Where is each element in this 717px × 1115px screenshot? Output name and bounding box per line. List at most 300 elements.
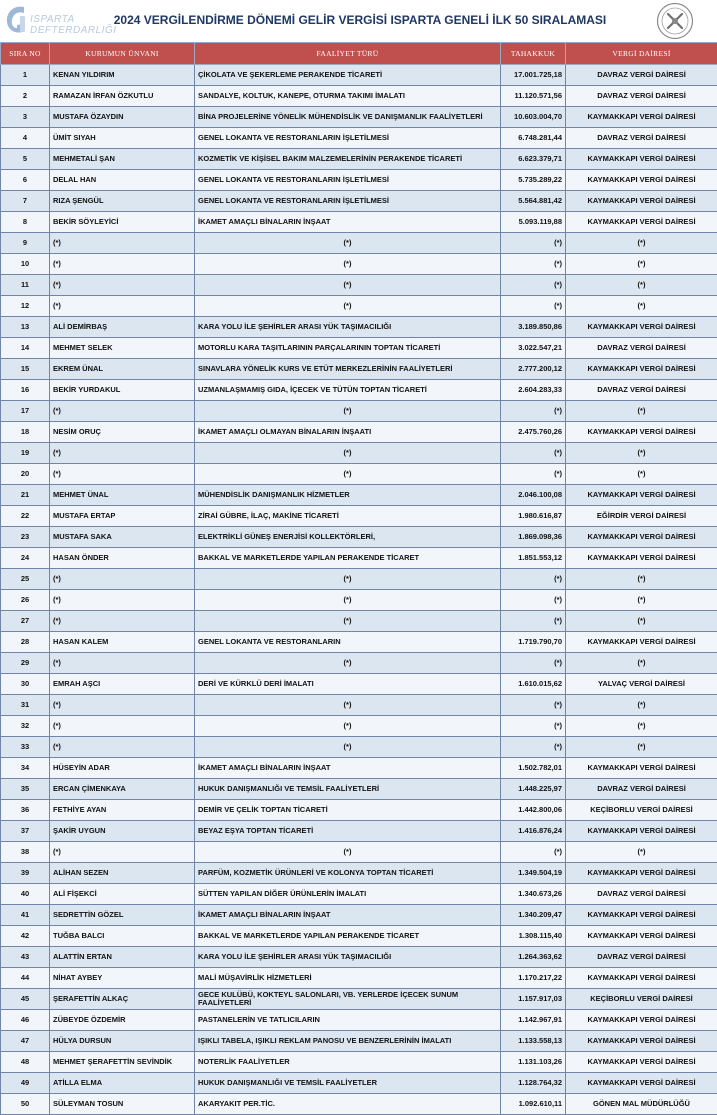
cell-sira-no: 41 (1, 905, 50, 926)
cell-kurum-unvani: (*) (50, 611, 195, 632)
cell-tahakkuk: (*) (501, 716, 566, 737)
cell-vergi-dairesi: DAVRAZ VERGİ DAİRESİ (566, 380, 717, 401)
cell-tahakkuk: 1.157.917,03 (501, 989, 566, 1010)
cell-kurum-unvani: SEDRETTİN GÖZEL (50, 905, 195, 926)
cell-kurum-unvani: BEKİR YURDAKUL (50, 380, 195, 401)
cell-vergi-dairesi: KAYMAKKAPI VERGİ DAİRESİ (566, 548, 717, 569)
cell-tahakkuk: 2.475.760,26 (501, 422, 566, 443)
cell-kurum-unvani: ALATTİN ERTAN (50, 947, 195, 968)
cell-tahakkuk: (*) (501, 653, 566, 674)
cell-tahakkuk: 1.340.673,26 (501, 884, 566, 905)
cell-kurum-unvani: HASAN KALEM (50, 632, 195, 653)
cell-kurum-unvani: SÜLEYMAN TOSUN (50, 1094, 195, 1115)
cell-faaliyet-turu: SÜTTEN YAPILAN DİĞER ÜRÜNLERİN İMALATI (195, 884, 501, 905)
cell-sira-no: 38 (1, 842, 50, 863)
cell-vergi-dairesi: KAYMAKKAPI VERGİ DAİRESİ (566, 359, 717, 380)
cell-faaliyet-turu: (*) (195, 569, 501, 590)
cell-tahakkuk: (*) (501, 611, 566, 632)
table-row (1, 464, 717, 485)
gib-logo-icon (4, 4, 32, 36)
cell-sira-no: 32 (1, 716, 50, 737)
cell-vergi-dairesi: KAYMAKKAPI VERGİ DAİRESİ (566, 149, 717, 170)
cell-kurum-unvani: HÜLYA DURSUN (50, 1031, 195, 1052)
cell-sira-no: 30 (1, 674, 50, 695)
cell-tahakkuk: 5.564.881,42 (501, 191, 566, 212)
cell-faaliyet-turu: NOTERLİK FAALİYETLER (195, 1052, 501, 1073)
cell-sira-no: 33 (1, 737, 50, 758)
cell-tahakkuk: 1.349.504,19 (501, 863, 566, 884)
cell-kurum-unvani: ATİLLA ELMA (50, 1073, 195, 1094)
cell-tahakkuk: 1.442.800,06 (501, 800, 566, 821)
cell-tahakkuk: 3.189.850,86 (501, 317, 566, 338)
cell-kurum-unvani: (*) (50, 254, 195, 275)
table-row (1, 884, 717, 905)
cell-sira-no: 3 (1, 107, 50, 128)
table-row (1, 485, 717, 506)
cell-faaliyet-turu: (*) (195, 443, 501, 464)
cell-tahakkuk: 6.623.379,71 (501, 149, 566, 170)
cell-tahakkuk: 11.120.571,56 (501, 86, 566, 107)
page-header (0, 0, 717, 42)
table-row (1, 506, 717, 527)
cell-vergi-dairesi: KAYMAKKAPI VERGİ DAİRESİ (566, 1052, 717, 1073)
table-row (1, 632, 717, 653)
cell-tahakkuk: (*) (501, 590, 566, 611)
cell-sira-no: 17 (1, 401, 50, 422)
cell-faaliyet-turu: (*) (195, 611, 501, 632)
cell-faaliyet-turu: IŞIKLI TABELA, IŞIKLI REKLAM PANOSU VE BENZERLERİNİN İMALATI (195, 1031, 501, 1052)
table-row (1, 128, 717, 149)
cell-vergi-dairesi: KAYMAKKAPI VERGİ DAİRESİ (566, 821, 717, 842)
cell-kurum-unvani: (*) (50, 443, 195, 464)
table-row (1, 317, 717, 338)
cell-sira-no: 18 (1, 422, 50, 443)
cell-sira-no: 25 (1, 569, 50, 590)
cell-kurum-unvani: MUSTAFA ÖZAYDIN (50, 107, 195, 128)
cell-sira-no: 36 (1, 800, 50, 821)
table-row (1, 674, 717, 695)
table-row (1, 737, 717, 758)
cell-tahakkuk: 1.448.225,97 (501, 779, 566, 800)
cell-sira-no: 12 (1, 296, 50, 317)
cell-sira-no: 28 (1, 632, 50, 653)
cell-vergi-dairesi: (*) (566, 296, 717, 317)
table-row (1, 338, 717, 359)
cell-faaliyet-turu: GENEL LOKANTA VE RESTORANLARIN İŞLETİLMESİ (195, 170, 501, 191)
cell-vergi-dairesi: KAYMAKKAPI VERGİ DAİRESİ (566, 632, 717, 653)
cell-kurum-unvani: EKREM ÜNAL (50, 359, 195, 380)
cell-tahakkuk: 1.128.764,32 (501, 1073, 566, 1094)
table-row (1, 548, 717, 569)
cell-vergi-dairesi: (*) (566, 569, 717, 590)
table-row (1, 821, 717, 842)
cell-tahakkuk: 1.131.103,26 (501, 1052, 566, 1073)
cell-vergi-dairesi: KEÇİBORLU VERGİ DAİRESİ (566, 800, 717, 821)
cell-sira-no: 39 (1, 863, 50, 884)
cell-tahakkuk: (*) (501, 443, 566, 464)
cell-kurum-unvani: NİHAT AYBEY (50, 968, 195, 989)
cell-sira-no: 10 (1, 254, 50, 275)
cell-sira-no: 37 (1, 821, 50, 842)
cell-tahakkuk: 1.980.616,87 (501, 506, 566, 527)
cell-faaliyet-turu: MALİ MÜŞAVİRLİK HİZMETLERİ (195, 968, 501, 989)
cell-sira-no: 22 (1, 506, 50, 527)
cell-vergi-dairesi: KAYMAKKAPI VERGİ DAİRESİ (566, 1031, 717, 1052)
cell-tahakkuk: 1.610.015,62 (501, 674, 566, 695)
cell-vergi-dairesi: (*) (566, 464, 717, 485)
table-row (1, 359, 717, 380)
cell-sira-no: 26 (1, 590, 50, 611)
cell-faaliyet-turu: (*) (195, 590, 501, 611)
table-row (1, 926, 717, 947)
logo-text-line2: DEFTERDARLIĞI (30, 25, 117, 36)
cell-kurum-unvani: MUSTAFA SAKA (50, 527, 195, 548)
cell-vergi-dairesi: KAYMAKKAPI VERGİ DAİRESİ (566, 863, 717, 884)
table-row (1, 1031, 717, 1052)
cell-kurum-unvani: (*) (50, 296, 195, 317)
table-row (1, 170, 717, 191)
cell-vergi-dairesi: (*) (566, 737, 717, 758)
ministry-emblem-icon (656, 2, 694, 40)
cell-faaliyet-turu: İKAMET AMAÇLI BİNALARIN İNŞAAT (195, 905, 501, 926)
cell-tahakkuk: 5.735.289,22 (501, 170, 566, 191)
cell-kurum-unvani: (*) (50, 695, 195, 716)
cell-vergi-dairesi: KAYMAKKAPI VERGİ DAİRESİ (566, 317, 717, 338)
cell-vergi-dairesi: KAYMAKKAPI VERGİ DAİRESİ (566, 758, 717, 779)
cell-kurum-unvani: ŞAKİR UYGUN (50, 821, 195, 842)
cell-kurum-unvani: (*) (50, 716, 195, 737)
cell-vergi-dairesi: (*) (566, 653, 717, 674)
cell-faaliyet-turu: MOTORLU KARA TAŞITLARININ PARÇALARININ TOPTAN TİCARETİ (195, 338, 501, 359)
cell-tahakkuk: 1.308.115,40 (501, 926, 566, 947)
cell-vergi-dairesi: (*) (566, 842, 717, 863)
cell-kurum-unvani: MUSTAFA ERTAP (50, 506, 195, 527)
table-row (1, 1073, 717, 1094)
cell-tahakkuk: 1.133.558,13 (501, 1031, 566, 1052)
table-row (1, 569, 717, 590)
cell-tahakkuk: 1.340.209,47 (501, 905, 566, 926)
cell-sira-no: 45 (1, 989, 50, 1010)
cell-tahakkuk: 1.869.098,36 (501, 527, 566, 548)
cell-kurum-unvani: MEHMET ŞERAFETTİN SEVİNDİK (50, 1052, 195, 1073)
cell-faaliyet-turu: (*) (195, 464, 501, 485)
cell-sira-no: 50 (1, 1094, 50, 1115)
cell-faaliyet-turu: İKAMET AMAÇLI BİNALARIN İNŞAAT (195, 212, 501, 233)
cell-sira-no: 47 (1, 1031, 50, 1052)
cell-sira-no: 15 (1, 359, 50, 380)
cell-sira-no: 14 (1, 338, 50, 359)
cell-faaliyet-turu: İKAMET AMAÇLI BİNALARIN İNŞAAT (195, 758, 501, 779)
table-row (1, 716, 717, 737)
cell-tahakkuk: (*) (501, 737, 566, 758)
cell-vergi-dairesi: DAVRAZ VERGİ DAİRESİ (566, 65, 717, 86)
cell-vergi-dairesi: (*) (566, 695, 717, 716)
col-header-faaliyet-turu: FAALİYET TÜRÜ (195, 43, 501, 65)
cell-kurum-unvani: (*) (50, 737, 195, 758)
cell-kurum-unvani: MEHMET SELEK (50, 338, 195, 359)
cell-vergi-dairesi: DAVRAZ VERGİ DAİRESİ (566, 128, 717, 149)
cell-sira-no: 29 (1, 653, 50, 674)
table-row (1, 779, 717, 800)
cell-faaliyet-turu: (*) (195, 275, 501, 296)
cell-tahakkuk: 2.777.200,12 (501, 359, 566, 380)
col-header-vergi-dairesi: VERGİ DAİRESİ (566, 43, 717, 65)
cell-faaliyet-turu: SINAVLARA YÖNELİK KURS VE ETÜT MERKEZLERİNİN FAALİYETLERİ (195, 359, 501, 380)
cell-sira-no: 40 (1, 884, 50, 905)
cell-kurum-unvani: (*) (50, 233, 195, 254)
table-row (1, 233, 717, 254)
cell-faaliyet-turu: (*) (195, 653, 501, 674)
cell-kurum-unvani: NESİM ORUÇ (50, 422, 195, 443)
table-row (1, 86, 717, 107)
cell-faaliyet-turu: GENEL LOKANTA VE RESTORANLARIN İŞLETİLMESİ (195, 128, 501, 149)
cell-faaliyet-turu: İKAMET AMAÇLI OLMAYAN BİNALARIN İNŞAATI (195, 422, 501, 443)
cell-faaliyet-turu: (*) (195, 716, 501, 737)
cell-tahakkuk: 10.603.004,70 (501, 107, 566, 128)
table-row (1, 968, 717, 989)
table-row (1, 191, 717, 212)
table-row (1, 989, 717, 1010)
table-body (1, 65, 717, 1115)
table-row (1, 443, 717, 464)
cell-tahakkuk: (*) (501, 275, 566, 296)
defterdarlik-logo (4, 4, 104, 38)
cell-faaliyet-turu: KOZMETİK VE KİŞİSEL BAKIM MALZEMELERİNİN PERAKENDE TİCARETİ (195, 149, 501, 170)
table-row (1, 905, 717, 926)
table-row (1, 149, 717, 170)
cell-faaliyet-turu: (*) (195, 842, 501, 863)
cell-faaliyet-turu: MÜHENDİSLİK DANIŞMANLIK HİZMETLER (195, 485, 501, 506)
cell-kurum-unvani: ZÜBEYDE ÖZDEMİR (50, 1010, 195, 1031)
cell-faaliyet-turu: ELEKTRİKLİ GÜNEŞ ENERJİSİ KOLLEKTÖRLERİ, (195, 527, 501, 548)
cell-vergi-dairesi: KAYMAKKAPI VERGİ DAİRESİ (566, 212, 717, 233)
cell-kurum-unvani: DELAL HAN (50, 170, 195, 191)
cell-kurum-unvani: ALİ DEMİRBAŞ (50, 317, 195, 338)
cell-tahakkuk: 1.416.876,24 (501, 821, 566, 842)
cell-sira-no: 2 (1, 86, 50, 107)
cell-faaliyet-turu: (*) (195, 254, 501, 275)
cell-sira-no: 19 (1, 443, 50, 464)
table-row (1, 254, 717, 275)
cell-vergi-dairesi: (*) (566, 401, 717, 422)
cell-sira-no: 11 (1, 275, 50, 296)
cell-tahakkuk: 2.604.283,33 (501, 380, 566, 401)
cell-sira-no: 44 (1, 968, 50, 989)
cell-vergi-dairesi: KAYMAKKAPI VERGİ DAİRESİ (566, 1010, 717, 1031)
cell-faaliyet-turu: (*) (195, 401, 501, 422)
cell-kurum-unvani: ERCAN ÇİMENKAYA (50, 779, 195, 800)
table-row (1, 842, 717, 863)
cell-faaliyet-turu: BAKKAL VE MARKETLERDE YAPILAN PERAKENDE TİCARET (195, 926, 501, 947)
cell-vergi-dairesi: KAYMAKKAPI VERGİ DAİRESİ (566, 170, 717, 191)
cell-tahakkuk: 1.170.217,22 (501, 968, 566, 989)
table-row (1, 527, 717, 548)
cell-kurum-unvani: BEKİR SÖYLEYİCİ (50, 212, 195, 233)
cell-sira-no: 46 (1, 1010, 50, 1031)
cell-vergi-dairesi: KEÇİBORLU VERGİ DAİRESİ (566, 989, 717, 1010)
cell-vergi-dairesi: DAVRAZ VERGİ DAİRESİ (566, 779, 717, 800)
cell-kurum-unvani: KENAN YILDIRIM (50, 65, 195, 86)
table-row (1, 380, 717, 401)
cell-sira-no: 49 (1, 1073, 50, 1094)
cell-vergi-dairesi: KAYMAKKAPI VERGİ DAİRESİ (566, 485, 717, 506)
cell-sira-no: 5 (1, 149, 50, 170)
cell-faaliyet-turu: (*) (195, 233, 501, 254)
cell-sira-no: 27 (1, 611, 50, 632)
cell-faaliyet-turu: ZİRAİ GÜBRE, İLAÇ, MAKİNE TİCARETİ (195, 506, 501, 527)
cell-tahakkuk: 2.046.100,08 (501, 485, 566, 506)
cell-sira-no: 31 (1, 695, 50, 716)
table-row (1, 212, 717, 233)
table-row (1, 1010, 717, 1031)
cell-vergi-dairesi: DAVRAZ VERGİ DAİRESİ (566, 86, 717, 107)
cell-kurum-unvani: HASAN ÖNDER (50, 548, 195, 569)
cell-sira-no: 42 (1, 926, 50, 947)
cell-sira-no: 48 (1, 1052, 50, 1073)
cell-kurum-unvani: (*) (50, 464, 195, 485)
cell-tahakkuk: (*) (501, 464, 566, 485)
table-row (1, 296, 717, 317)
cell-kurum-unvani: MEHMETALİ ŞAN (50, 149, 195, 170)
cell-faaliyet-turu: GECE KULÜBÜ, KOKTEYL SALONLARI, VB. YERLERDE İÇECEK SUNUM FAALİYETLERİ (195, 989, 501, 1010)
cell-tahakkuk: (*) (501, 569, 566, 590)
cell-tahakkuk: 1.851.553,12 (501, 548, 566, 569)
cell-kurum-unvani: (*) (50, 653, 195, 674)
col-header-tahakkuk: TAHAKKUK (501, 43, 566, 65)
cell-kurum-unvani: RAMAZAN İRFAN ÖZKUTLU (50, 86, 195, 107)
cell-tahakkuk: 1.719.790,70 (501, 632, 566, 653)
cell-kurum-unvani: (*) (50, 275, 195, 296)
cell-faaliyet-turu: GENEL LOKANTA VE RESTORANLARIN İŞLETİLMESİ (195, 191, 501, 212)
cell-faaliyet-turu: HUKUK DANIŞMANLIĞI VE TEMSİL FAALİYETLERİ (195, 779, 501, 800)
cell-sira-no: 24 (1, 548, 50, 569)
table-row (1, 1052, 717, 1073)
cell-kurum-unvani: ALİ FİŞEKCİ (50, 884, 195, 905)
cell-tahakkuk: (*) (501, 296, 566, 317)
cell-vergi-dairesi: KAYMAKKAPI VERGİ DAİRESİ (566, 107, 717, 128)
cell-sira-no: 16 (1, 380, 50, 401)
cell-vergi-dairesi: KAYMAKKAPI VERGİ DAİRESİ (566, 527, 717, 548)
cell-vergi-dairesi: GÖNEN MAL MÜDÜRLÜĞÜ (566, 1094, 717, 1115)
cell-sira-no: 20 (1, 464, 50, 485)
cell-faaliyet-turu: DERİ VE KÜRKLÜ DERİ İMALATI (195, 674, 501, 695)
table-row (1, 947, 717, 968)
cell-tahakkuk: 6.748.281,44 (501, 128, 566, 149)
table-row (1, 695, 717, 716)
table-row (1, 275, 717, 296)
cell-faaliyet-turu: (*) (195, 737, 501, 758)
cell-sira-no: 35 (1, 779, 50, 800)
cell-tahakkuk: 17.001.725,18 (501, 65, 566, 86)
cell-tahakkuk: 1.142.967,91 (501, 1010, 566, 1031)
cell-faaliyet-turu: BAKKAL VE MARKETLERDE YAPILAN PERAKENDE TİCARET (195, 548, 501, 569)
cell-kurum-unvani: ALİHAN SEZEN (50, 863, 195, 884)
cell-kurum-unvani: TUĞBA BALCI (50, 926, 195, 947)
cell-faaliyet-turu: AKARYAKIT PER.TİC. (195, 1094, 501, 1115)
cell-kurum-unvani: (*) (50, 401, 195, 422)
cell-vergi-dairesi: DAVRAZ VERGİ DAİRESİ (566, 947, 717, 968)
table-row (1, 590, 717, 611)
table-row (1, 611, 717, 632)
cell-faaliyet-turu: UZMANLAŞMAMIŞ GIDA, İÇECEK VE TÜTÜN TOPTAN TİCARETİ (195, 380, 501, 401)
cell-vergi-dairesi: KAYMAKKAPI VERGİ DAİRESİ (566, 1073, 717, 1094)
cell-faaliyet-turu: PARFÜM, KOZMETİK ÜRÜNLERİ VE KOLONYA TOPTAN TİCARETİ (195, 863, 501, 884)
cell-faaliyet-turu: BEYAZ EŞYA TOPTAN TİCARETİ (195, 821, 501, 842)
cell-vergi-dairesi: KAYMAKKAPI VERGİ DAİRESİ (566, 926, 717, 947)
cell-vergi-dairesi: (*) (566, 443, 717, 464)
cell-sira-no: 4 (1, 128, 50, 149)
cell-vergi-dairesi: EĞİRDİR VERGİ DAİRESİ (566, 506, 717, 527)
cell-sira-no: 34 (1, 758, 50, 779)
table-row (1, 422, 717, 443)
cell-faaliyet-turu: (*) (195, 296, 501, 317)
cell-vergi-dairesi: KAYMAKKAPI VERGİ DAİRESİ (566, 191, 717, 212)
page-title: 2024 VERGİLENDİRME DÖNEMİ GELİR VERGİSİ ISPARTA GENELİ İLK 50 SIRALAMASI (100, 13, 620, 27)
col-header-kurum-unvani: KURUMUN ÜNVANI (50, 43, 195, 65)
table-row (1, 401, 717, 422)
cell-vergi-dairesi: YALVAÇ VERGİ DAİRESİ (566, 674, 717, 695)
logo-text-line1: ISPARTA (30, 14, 75, 25)
cell-kurum-unvani: EMRAH AŞCI (50, 674, 195, 695)
cell-sira-no: 23 (1, 527, 50, 548)
cell-faaliyet-turu: KARA YOLU İLE ŞEHİRLER ARASI YÜK TAŞIMACILIĞI (195, 947, 501, 968)
cell-vergi-dairesi: (*) (566, 716, 717, 737)
cell-kurum-unvani: ÜMİT SIYAH (50, 128, 195, 149)
cell-sira-no: 7 (1, 191, 50, 212)
cell-sira-no: 9 (1, 233, 50, 254)
cell-kurum-unvani: HÜSEYİN ADAR (50, 758, 195, 779)
table-row (1, 107, 717, 128)
cell-faaliyet-turu: HUKUK DANIŞMANLIĞI VE TEMSİL FAALİYETLER (195, 1073, 501, 1094)
cell-vergi-dairesi: KAYMAKKAPI VERGİ DAİRESİ (566, 422, 717, 443)
cell-faaliyet-turu: BİNA PROJELERİNE YÖNELİK MÜHENDİSLİK VE DANIŞMANLIK FAALİYETLERİ (195, 107, 501, 128)
cell-vergi-dairesi: DAVRAZ VERGİ DAİRESİ (566, 338, 717, 359)
col-header-sira-no: SIRA NO (1, 43, 50, 65)
cell-faaliyet-turu: DEMİR VE ÇELİK TOPTAN TİCARETİ (195, 800, 501, 821)
cell-faaliyet-turu: (*) (195, 695, 501, 716)
cell-vergi-dairesi: (*) (566, 275, 717, 296)
table-row (1, 758, 717, 779)
cell-sira-no: 13 (1, 317, 50, 338)
cell-faaliyet-turu: KARA YOLU İLE ŞEHİRLER ARASI YÜK TAŞIMACILIĞI (195, 317, 501, 338)
cell-kurum-unvani: RIZA ŞENGÜL (50, 191, 195, 212)
table-row (1, 800, 717, 821)
table-header-row (1, 43, 717, 65)
cell-faaliyet-turu: GENEL LOKANTA VE RESTORANLARIN (195, 632, 501, 653)
cell-sira-no: 21 (1, 485, 50, 506)
cell-kurum-unvani: MEHMET ÜNAL (50, 485, 195, 506)
cell-faaliyet-turu: ÇİKOLATA VE ŞEKERLEME PERAKENDE TİCARETİ (195, 65, 501, 86)
cell-sira-no: 8 (1, 212, 50, 233)
cell-vergi-dairesi: DAVRAZ VERGİ DAİRESİ (566, 884, 717, 905)
cell-tahakkuk: (*) (501, 401, 566, 422)
table-row (1, 653, 717, 674)
cell-vergi-dairesi: (*) (566, 233, 717, 254)
cell-tahakkuk: 1.264.363,62 (501, 947, 566, 968)
table-row (1, 65, 717, 86)
cell-kurum-unvani: FETHİYE AYAN (50, 800, 195, 821)
cell-faaliyet-turu: SANDALYE, KOLTUK, KANEPE, OTURMA TAKIMI İMALATI (195, 86, 501, 107)
cell-tahakkuk: (*) (501, 254, 566, 275)
cell-tahakkuk: (*) (501, 695, 566, 716)
cell-tahakkuk: (*) (501, 233, 566, 254)
cell-vergi-dairesi: KAYMAKKAPI VERGİ DAİRESİ (566, 905, 717, 926)
cell-vergi-dairesi: (*) (566, 254, 717, 275)
cell-tahakkuk: 1.502.782,01 (501, 758, 566, 779)
cell-vergi-dairesi: KAYMAKKAPI VERGİ DAİRESİ (566, 968, 717, 989)
cell-kurum-unvani: (*) (50, 590, 195, 611)
cell-kurum-unvani: (*) (50, 842, 195, 863)
